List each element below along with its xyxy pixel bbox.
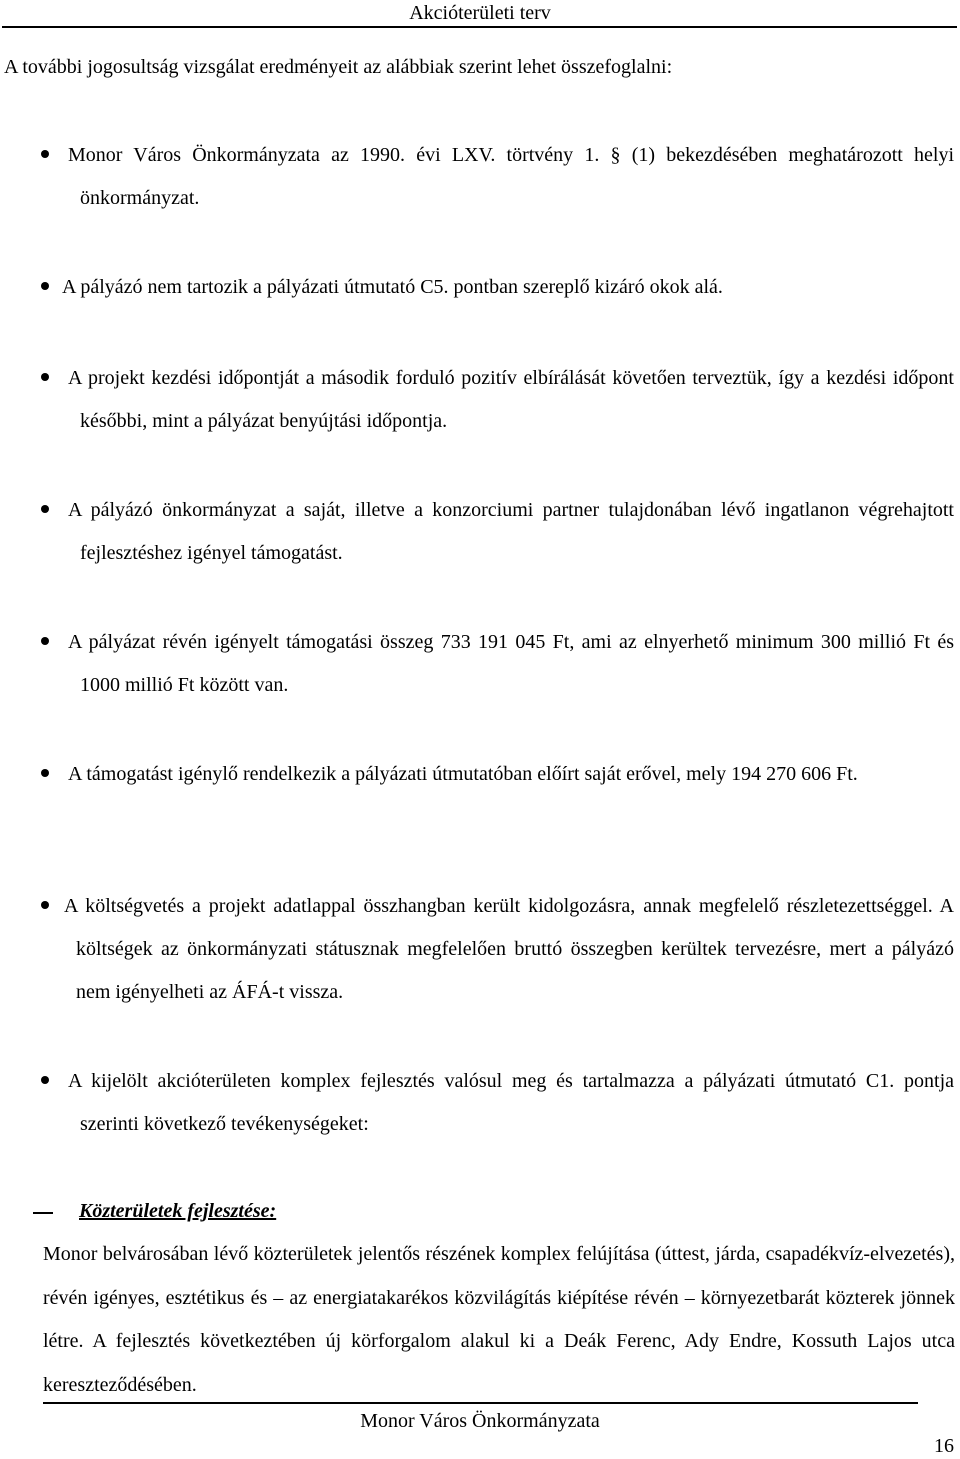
page-number: 16 <box>934 1435 954 1457</box>
bullet-icon <box>41 505 49 513</box>
bullet-text: A projekt kezdési időpontját a második forduló pozitív elbírálását követően terveztük, így a kezdési időpont későbbi, mint a pályázat benyújtási időpontja. <box>68 367 954 432</box>
intro-paragraph: A további jogosultság vizsgálat eredményeit az alábbiak szerint lehet összefoglalni: <box>4 56 673 78</box>
dash-marker <box>33 1212 53 1214</box>
bullet-icon <box>41 150 49 158</box>
bullet-icon <box>41 637 49 645</box>
running-footer: Monor Város Önkormányzata <box>360 1410 600 1432</box>
bullet-text: A pályázó nem tartozik a pályázati útmutató C5. pontban szereplő kizáró okok alá. <box>62 276 723 298</box>
bullet-icon <box>41 1076 49 1084</box>
running-header: Akcióterületi terv <box>409 2 551 24</box>
bullet-text: A támogatást igénylő rendelkezik a pályázati útmutatóban előírt saját erővel, mely 194 270 606 Ft. <box>68 763 858 785</box>
bullet-text: A pályázat révén igényelt támogatási összeg 733 191 045 Ft, ami az elnyerhető minimum 300 millió Ft és 1000 millió Ft között van. <box>68 631 954 696</box>
header-rule <box>2 26 957 28</box>
bullet-text: A költségvetés a projekt adatlappal összhangban került kidolgozásra, annak megfelelő részletezettséggel. A költségek az önkormányzati státusznak megfelelően bruttó összegben kerültek tervezésre, mert a pályázó nem igényelheti az ÁFÁ-t vissza. <box>64 895 954 1003</box>
bullet-icon <box>41 769 49 777</box>
footer-rule <box>43 1402 918 1404</box>
bullet-icon <box>41 901 49 909</box>
bullet-icon <box>41 282 49 290</box>
bullet-icon <box>41 373 49 381</box>
bullet-text: A pályázó önkormányzat a saját, illetve a konzorciumi partner tulajdonában lévő ingatlanon végrehajtott fejlesztéshez igényel támogatást. <box>68 499 954 564</box>
section-heading: Közterületek fejlesztése: <box>79 1200 277 1222</box>
section-body: Monor belvárosában lévő közterületek jelentős részének komplex felújítása (úttest, járda, csapadékvíz-elvezetés), révén igényes, esztétikus és – az energiatakarékos közvilágítás kiépítése révén – környezetbarát közterek jönnek létre. A fejlesztés következtében új körforgalom alakul ki a Deák Ferenc, Ady Endre, Kossuth Lajos utca kereszteződésében. <box>43 1243 955 1396</box>
bullet-text: A kijelölt akcióterületen komplex fejlesztés valósul meg és tartalmazza a pályázati útmutató C1. pontja szerinti következő tevékenységeket: <box>68 1070 954 1135</box>
bullet-text: Monor Város Önkormányzata az 1990. évi LXV. törtvény 1. § (1) bekezdésében meghatározott helyi önkormányzat. <box>68 144 954 209</box>
